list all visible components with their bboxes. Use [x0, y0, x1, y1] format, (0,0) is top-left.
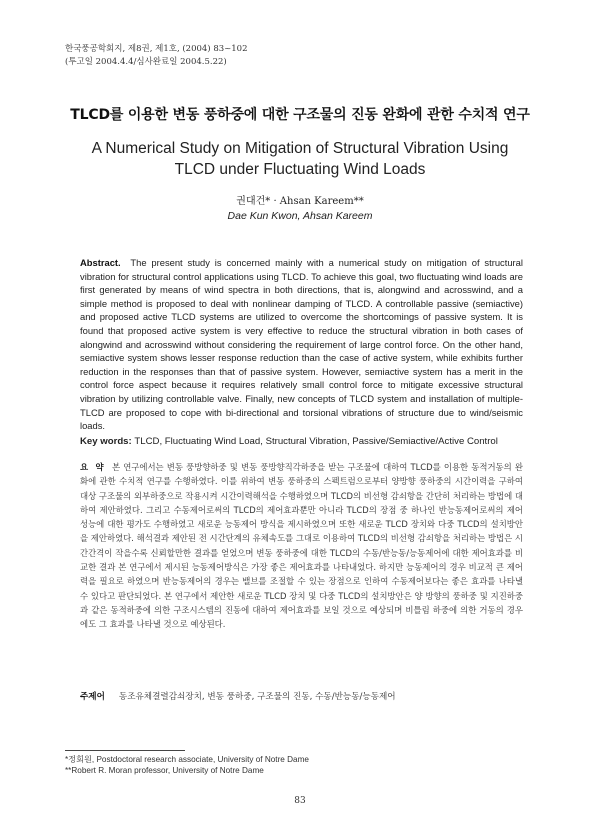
- abstract-text: The present study is concerned mainly with a numerical study on mitigation of structural vibration for structural control applications using TLCD. To achieve this goal, two fluctuating wind loads are first generated by means of wind spectra in both directions, that is, alongwind and acrosswind, and a simple method is proposed to deal with nonlinear damping of TLCD. A controllable passive (semiactive) and proposed active TLCD systems are utilized to overcome the shortcomings of passive system. It is found that proposed active system is very effective to reduce the structural vibration in both cases of alongwind and acrosswind without considering the requirement of large control force. On the other hand, semiactive system shows lesser response reduction than the case of active system, while exhibits further reduction in the responses than that of passive system. However, semiactive system has a merit in the control force aspect because it requires relatively small control force to mitigate excessive structural vibration by utilizing controllable valve. Finally, new concepts of TLCD system and installation of multiple-TLCD are proposed to cope with bi-directional and torsional vibrations of structure due to wind/seismic loads.: [80, 257, 523, 432]
- journal-header: [65, 43, 247, 69]
- korean-abstract: [80, 460, 523, 632]
- english-title: A Numerical Study on Mitigation of Structural Vibration Using TLCD under Fluctuating Wind Loads: [91, 140, 509, 178]
- footnotes: [65, 754, 309, 776]
- keywords-text: TLCD, Fluctuating Wind Load, Structural Vibration, Passive/Semiactive/Active Control: [134, 436, 498, 447]
- english-keywords: [80, 436, 525, 447]
- authors-korean: 권대건* · Ahsan Kareem**: [236, 196, 364, 207]
- korean-abstract-label: 요 약: [80, 462, 106, 472]
- abstract-label: Abstract.: [80, 257, 121, 268]
- korean-keywords-label: 주제어: [80, 692, 105, 702]
- footnote-divider: [65, 750, 185, 751]
- korean-keywords: [80, 690, 396, 702]
- korean-keywords-text: 동조유체결렬감쇠장치, 변동 풍하중, 구조물의 진동, 수동/반능동/능동제어: [118, 692, 396, 702]
- korean-abstract-text: 본 연구에서는 변동 풍방향하중 및 변동 풍방향직각하중을 받는 구조물에 대하여 TLCD를 이용한 동적거동의 완화에 관한 수치적 연구를 수행하였다. 이를 위하여 변동 풍하중의 스펙트럼으로부터 양방향 풍하중의 시간이력을 구하여 대상 구조물의 외부하중으로 작용시켜 시간이력해석을 수행하였으며 TLCD의 비선형 감쇠항을 간단히 처리하는 방법에 대하여 제안하였다. 그리고 수동제어로써의 TLCD의 제어효과뿐만 아니라 TLCD의 장점 중 하나인 반능동제어로써의 제어 성능에 대한 평가도 수행하였고 새로운 능동제어 방식을 제시하였으며 또한 새로운 TLCD 장치와 다중 TLCD의 설치방안을 제안하였다. 해석결과 제안된 전 시간단계의 유체속도를 그대로 이용하여 TLCD의 비선형 감쇠항을 처리하는 방법은 시간간격이 작을수록 신뢰할만한 결과를 얻었으며 변동 풍하중에 대한 TLCD의 수동/반능동/능동제어에 대한 제어효과를 비교한 결과 본 연구에서 제시된 능동제어방식은 가장 좋은 제어효과를 나타내었다. 하지만 능동제어의 경우 비교적 큰 제어력을 필요로 하였으며 반능동제어의 경우는 밸브를 조절할 수 있는 장점으로 인하여 수동제어보다는 좋은 효과를 나타낼 수 있다고 판단되었다. 본 연구에서 제안한 새로운 TLCD 장치 및 다중 TLCD의 설치방안은 양 방향의 풍하중 및 지진하중과 같은 동적하중에 의한 구조시스템의 진동에 대하여 제어효과를 보일 것으로 예상되며 비틀림 하중에 의한 거동의 경우에도 그 효과를 나타낼 것으로 예상된다.: [80, 462, 523, 630]
- footnote-1: *정회원, Postdoctoral research associate, University of Notre Dame: [65, 755, 309, 764]
- journal-citation: 한국풍공학회지, 제8권, 제1호, (2004) 83~102: [65, 44, 248, 54]
- footnote-2: **Robert R. Moran professor, University of Notre Dame: [65, 766, 264, 775]
- korean-title: TLCD를 이용한 변동 풍하중에 대한 구조물의 진동 완화에 관한 수치적 연구: [70, 107, 530, 123]
- submission-dates: (투고일 2004.4.4/심사완료일 2004.5.22): [65, 57, 227, 67]
- authors-english: Dae Kun Kwon, Ahsan Kareem: [227, 210, 373, 222]
- page-number: 83: [294, 796, 306, 806]
- keywords-label: Key words:: [80, 436, 132, 447]
- english-abstract: [80, 256, 523, 433]
